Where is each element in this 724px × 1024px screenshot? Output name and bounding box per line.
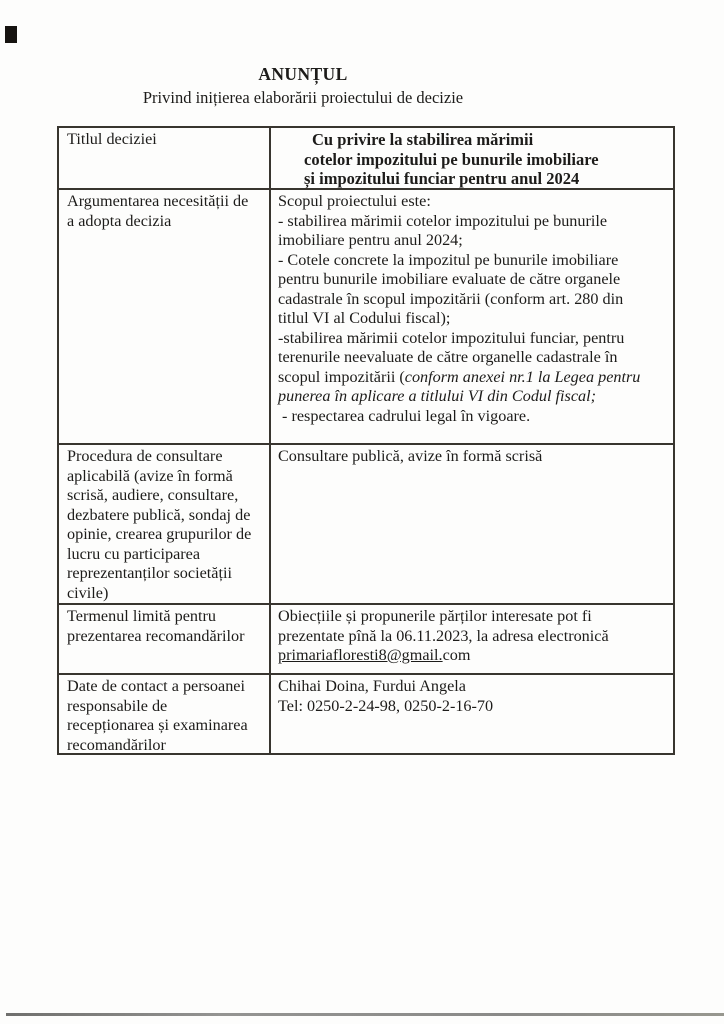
value-line: Obiecțiile și propunerile părților interesate pot fi xyxy=(278,607,592,625)
value-line: Cu privire la stabilirea mărimii xyxy=(312,130,534,149)
label-line: scrisă, audiere, consultare, xyxy=(67,486,239,504)
label-line: Procedura de consultare xyxy=(67,447,223,465)
value-line: pentru bunurile imobiliare evaluate de către organele xyxy=(278,270,621,288)
email-address-tail: com xyxy=(442,646,471,664)
value-line: cadastrale în scopul impozitării (conform art. 280 din xyxy=(278,289,624,308)
row-label-cell xyxy=(59,128,271,188)
value-line: prezentate pînă la 06.11.2023, la adresa electronică xyxy=(278,626,609,645)
email-address: primariafloresti8@gmail. xyxy=(278,646,443,664)
value-line: terenurile neevaluate de către organelle cadastrale în xyxy=(278,348,618,366)
row-value-cell xyxy=(271,675,673,753)
value-line: și impozitului funciar pentru anul 2024 xyxy=(304,169,580,188)
label-line: Termenul limită pentru xyxy=(67,607,217,625)
contact-phone-line: Tel: 0250-2-24-98, 0250-2-16-70 xyxy=(278,696,494,715)
value-line: -stabilirea mărimii cotelor impozitului funciar, pentru xyxy=(278,328,625,347)
label-line: reprezentanților societății xyxy=(67,564,232,582)
contact-person-line: Chihai Doina, Furdui Angela xyxy=(278,677,466,695)
value-text: scopul impozitării ( xyxy=(278,367,405,386)
label-line: recomandărilor xyxy=(67,735,166,753)
value-line-email xyxy=(278,646,669,666)
table-row-date-contact xyxy=(59,673,673,753)
scan-artifact-mark xyxy=(5,26,17,43)
document-title: ANUNȚUL xyxy=(258,64,348,84)
value-line: Scopul proiectului este: xyxy=(278,192,431,210)
label-line: dezbatere publică, sondaj de xyxy=(67,505,251,524)
row-value-cell xyxy=(271,190,673,443)
value-line: - stabilirea mărimii cotelor impozitului pe bunurile xyxy=(278,211,608,230)
label-line: responsabile de xyxy=(67,696,168,715)
value-line: titlul VI al Codului fiscal); xyxy=(278,309,451,327)
announcement-table xyxy=(57,126,675,755)
row-label-cell xyxy=(59,605,271,673)
label-line: Titlul deciziei xyxy=(67,130,157,148)
table-row-titlul-deciziei xyxy=(59,128,673,188)
table-row-argumentarea xyxy=(59,188,673,443)
value-line: imobiliare pentru anul 2024; xyxy=(278,231,463,249)
label-line: lucru cu participarea xyxy=(67,544,201,563)
value-line: - respectarea cadrului legal în vigoare. xyxy=(278,406,531,425)
row-label-cell xyxy=(59,675,271,753)
row-value-cell xyxy=(271,128,673,188)
heading-block xyxy=(0,63,606,109)
label-line: aplicabilă (avize în formă xyxy=(67,466,233,485)
document-subtitle: Privind inițierea elaborării proiectului de decizie xyxy=(142,88,464,107)
row-label-cell xyxy=(59,190,271,443)
legal-citation-italic: conform anexei nr.1 la Legea pentru xyxy=(404,367,641,386)
label-line: recepționarea și examinarea xyxy=(67,716,248,734)
label-line: a adopta decizia xyxy=(67,211,172,230)
table-row-termen-limita xyxy=(59,603,673,673)
label-line: Date de contact a persoanei xyxy=(67,677,245,695)
label-line: opinie, crearea grupurilor de xyxy=(67,525,252,543)
value-line: cotelor impozitului pe bunurile imobiliare xyxy=(304,149,599,169)
value-line: - Cotele concrete la impozitul pe bunurile imobiliare xyxy=(278,250,619,269)
value-line: Consultare publică, avize în formă scrisă xyxy=(278,447,543,465)
legal-citation-italic: punerea în aplicare a titlului VI din Codul fiscal; xyxy=(278,387,597,405)
label-line: prezentarea recomandărilor xyxy=(67,626,245,645)
label-line: civile) xyxy=(67,583,109,602)
row-value-cell xyxy=(271,605,673,673)
value-line-mixed xyxy=(278,368,669,388)
row-value-cell xyxy=(271,445,673,603)
table-row-procedura xyxy=(59,443,673,603)
label-line: Argumentarea necesității de xyxy=(67,192,249,210)
scan-artifact-line xyxy=(6,1013,724,1016)
row-label-cell xyxy=(59,445,271,603)
